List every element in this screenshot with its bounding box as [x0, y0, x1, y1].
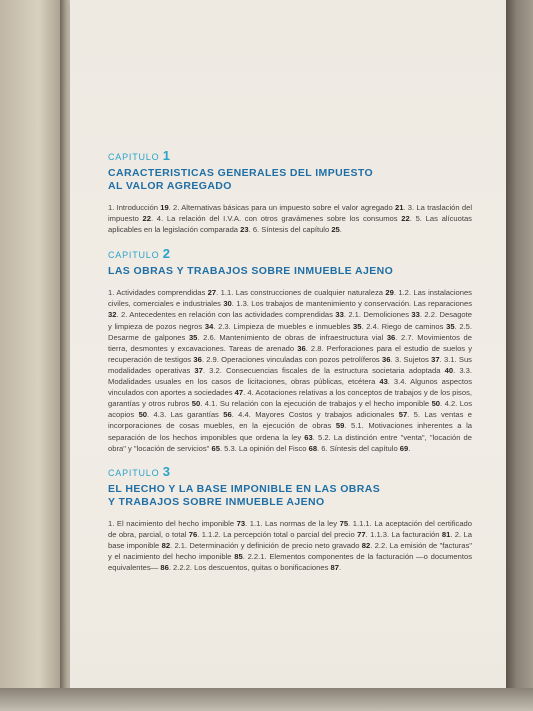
- summary-text: . 4.1. Su relación con la ejecución de trabajos y el hecho imponible: [200, 399, 432, 409]
- page-number: 82: [161, 540, 171, 550]
- page-number: 65: [211, 443, 220, 453]
- summary-text: . 3. Sujetos: [390, 354, 432, 364]
- page-number: 56: [223, 410, 232, 420]
- summary-text: . 2. Alternativas básicas para un impuesto sobre el valor agregado: [168, 203, 395, 212]
- chapter-summary: [108, 518, 472, 573]
- summary-text: . 1.1. Las normas de la ley: [245, 518, 340, 528]
- chapter-title: [108, 483, 472, 509]
- page-number: 50: [431, 399, 441, 409]
- summary-text: . 4.3. Las garantías: [147, 410, 224, 420]
- page-number: 57: [398, 410, 408, 420]
- summary-text: . 5.1. Motivaciones inherentes a la separación de los hechos imponibles que ordena la ley: [108, 421, 472, 442]
- summary-text: . 5.3. La opinión del Fisco: [219, 443, 309, 453]
- page-number: 69: [399, 443, 409, 453]
- table-of-contents: [106, 148, 472, 583]
- chapter-label: [108, 148, 472, 163]
- page-number: 76: [188, 529, 198, 539]
- page-number: 34: [204, 321, 214, 331]
- page-number: 81: [441, 529, 451, 539]
- summary-text: . 4.2. Los acopios: [108, 399, 472, 420]
- summary-text: . 2.8. Perforaciones para el estudio de suelos y recuperación de testigos: [108, 343, 472, 364]
- page-number: 75: [339, 518, 349, 528]
- page-number: 36: [386, 332, 396, 342]
- page-number: 77: [357, 529, 366, 539]
- page-number: 40: [444, 365, 454, 375]
- page-number: 87: [330, 563, 339, 573]
- summary-text: . 1.1.3. La facturación: [365, 529, 442, 539]
- page-number: 50: [191, 399, 201, 409]
- chapter-3: [106, 464, 472, 573]
- page-number: 35: [188, 332, 198, 342]
- summary-text: . 1.1.1. La aceptación del certificado de obra, parcial, o total: [108, 518, 472, 539]
- chapter-title-line: LAS OBRAS Y TRABAJOS SOBRE INMUEBLE AJENO: [108, 265, 394, 278]
- summary-text: . 2.7. Movimientos de tierra, desmontes y excavaciones. Tareas de arenado: [108, 332, 472, 353]
- left-page: [0, 0, 64, 711]
- chapter-title: [108, 265, 472, 278]
- page-number: 43: [379, 377, 388, 387]
- summary-text: .: [338, 563, 342, 573]
- page-number: 37: [431, 354, 440, 364]
- summary-text: . 2.5. Desarme de galpones: [108, 321, 473, 342]
- summary-text: . 3.3. Modalidades usuales en los casos de licitaciones, obras públicas, etcétera: [108, 365, 472, 387]
- summary-text: . 2.2. La emisión de "facturas" y el nacimiento del hecho imponible: [108, 540, 472, 561]
- summary-text: . 2.1. Determinación y definición de precio neto gravado: [170, 540, 362, 550]
- page-number: 22: [401, 214, 410, 224]
- chapter-label-text: CAPITULO: [108, 467, 160, 478]
- page-number: 50: [138, 410, 148, 420]
- chapter-number: 1: [162, 148, 170, 163]
- summary-text: . 6. Síntesis del capítulo: [248, 225, 332, 235]
- summary-text: . 5. Las ventas e incorporaciones de cosas muebles, en la ejecución de obras: [108, 410, 472, 431]
- page-edge: [506, 0, 533, 711]
- page-number: 86: [160, 563, 169, 573]
- chapter-summary: [108, 202, 472, 235]
- chapter-title: [108, 167, 472, 193]
- page-number: 47: [234, 388, 244, 398]
- chapter-title-line: AL VALOR AGREGADO: [108, 180, 232, 192]
- page-number: 35: [353, 321, 362, 331]
- summary-text: . 1.1. Las construcciones de cualquier naturaleza: [216, 288, 386, 298]
- page-number: 36: [297, 343, 306, 353]
- summary-text: . 4.4. Mayores Costos y trabajos adicionales: [231, 410, 399, 420]
- chapter-number: 2: [162, 246, 170, 262]
- page-number: 36: [382, 354, 391, 364]
- summary-text: . 3.4. Algunos aspectos vinculados con aportes a sociedades: [108, 377, 472, 398]
- page-number: 37: [194, 365, 203, 375]
- page-number: 36: [193, 354, 202, 364]
- summary-text: . 5. Las alícuotas aplicables en la legislación comparada: [108, 214, 472, 235]
- page-number: 32: [108, 310, 117, 320]
- page-number: 19: [160, 203, 169, 212]
- chapter-label-text: CAPITULO: [108, 152, 160, 162]
- summary-text: . 4. La relación del I.V.A. con otros gravámenes sobre los consumos: [150, 214, 402, 224]
- chapter-summary: [108, 287, 472, 453]
- summary-text: . 2.2. Desagote y limpieza de pozos negros: [108, 310, 472, 331]
- summary-text: 1. El nacimiento del hecho imponible: [108, 518, 237, 528]
- page-number: 22: [142, 214, 151, 224]
- chapter-label-text: CAPITULO: [108, 250, 160, 261]
- summary-text: . 1.2. Las instalaciones civiles, comerciales e industriales: [108, 288, 472, 309]
- summary-text: . 2. La base imponible: [108, 529, 472, 550]
- summary-text: .: [339, 225, 342, 235]
- summary-text: . 2. Antecedentes en relación con las actividades comprendidas: [116, 310, 336, 320]
- chapter-title-line: EL HECHO Y LA BASE IMPONIBLE EN LAS OBRAS: [108, 482, 381, 495]
- summary-text: . 2.9. Operaciones vinculadas con pozos petrolíferos: [201, 354, 383, 364]
- page-number: 82: [361, 540, 371, 550]
- summary-text: . 2.2.1. Elementos componentes de la facturación —o documentos equivalentes—: [108, 551, 472, 573]
- page-number: 63: [304, 432, 313, 442]
- chapter-2: [106, 246, 472, 453]
- chapter-number: 3: [162, 463, 170, 479]
- table-surface: [0, 688, 533, 711]
- page-number: 33: [411, 310, 420, 320]
- page-number: 59: [335, 421, 345, 431]
- chapter-label: [108, 464, 472, 479]
- page-number: 68: [308, 443, 318, 453]
- summary-text: . 1.1.2. La percepción total o parcial del precio: [197, 529, 358, 539]
- summary-text: . 4. Acotaciones relativas a los conceptos de trabajos y de los pisos, garantías y otros rubros: [108, 388, 472, 409]
- summary-text: 1. Actividades comprendidas: [108, 288, 208, 298]
- page-number: 35: [446, 321, 455, 331]
- summary-text: . 2.6. Mantenimiento de obras de infraestructura vial: [197, 332, 387, 342]
- page-number: 85: [234, 551, 243, 561]
- summary-text: . 2.4. Riego de caminos: [361, 321, 447, 331]
- summary-text: . 5.2. La distinción entre "venta", "locación de obra" y "locación de servicios": [108, 432, 473, 453]
- chapter-title-line: CARACTERISTICAS GENERALES DEL IMPUESTO: [108, 167, 374, 179]
- summary-text: 1. Introducción: [108, 203, 161, 212]
- page-number: 23: [240, 225, 249, 235]
- summary-text: . 6. Síntesis del capítulo: [317, 443, 400, 453]
- summary-text: . 1.3. Los trabajos de mantenimiento y conservación. Las reparaciones: [231, 299, 472, 309]
- summary-text: . 2.3. Limpieza de muebles e inmuebles: [213, 321, 354, 331]
- page-number: 25: [331, 225, 340, 235]
- page-number: 30: [223, 299, 232, 309]
- page-number: 27: [207, 288, 217, 298]
- chapter-label: [108, 246, 472, 261]
- summary-text: . 3. La traslación del impuesto: [108, 203, 473, 224]
- page-number: 21: [394, 203, 404, 212]
- summary-text: . 3.1. Sus modalidades operativas: [108, 354, 472, 375]
- page-number: 29: [385, 288, 394, 298]
- page-number: 33: [335, 310, 344, 320]
- summary-text: . 2.1. Demoliciones: [343, 310, 412, 320]
- chapter-title-line: Y TRABAJOS SOBRE INMUEBLE AJENO: [108, 495, 325, 508]
- page-number: 73: [236, 518, 246, 528]
- summary-text: .: [408, 443, 411, 453]
- chapter-1: [106, 148, 472, 235]
- summary-text: . 3.2. Consecuencias fiscales de la estructura societaria adoptada: [202, 365, 445, 375]
- summary-text: . 2.2.2. Los descuentos, quitas o bonificaciones: [168, 563, 331, 573]
